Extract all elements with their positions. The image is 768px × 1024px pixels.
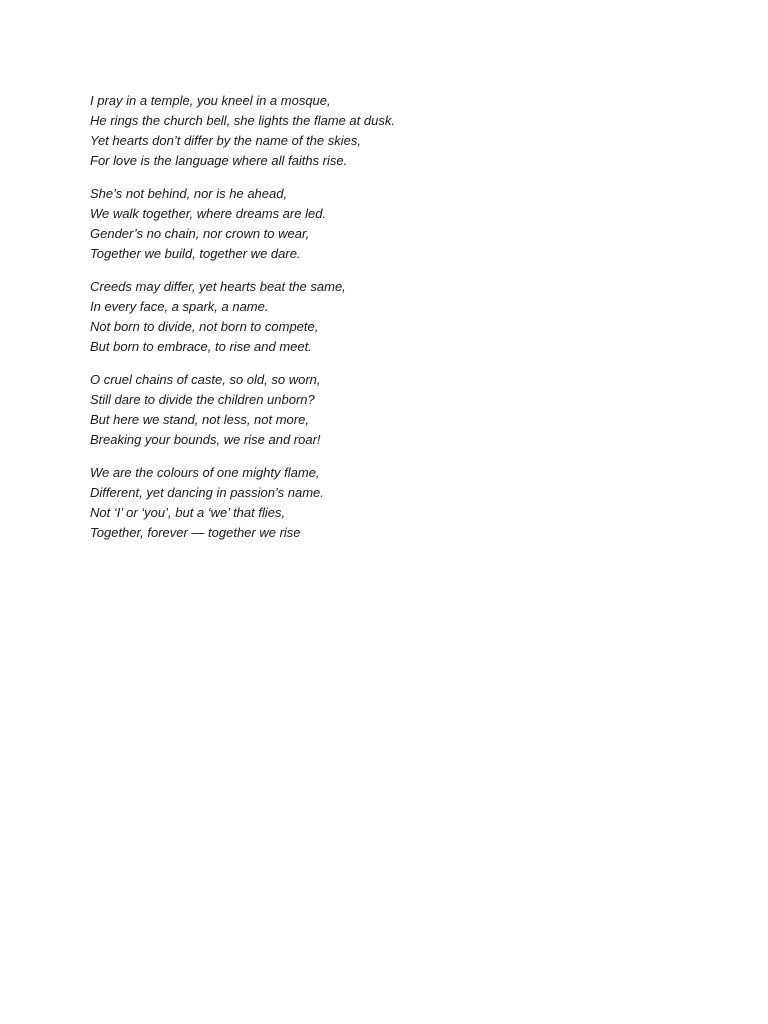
poem-line: We walk together, where dreams are led. <box>90 205 327 221</box>
poem-line: For love is the language where all faiths rise. <box>90 153 348 169</box>
poem-line: Yet hearts don’t differ by the name of the skies, <box>90 133 361 149</box>
poem-line: Still dare to divide the children unborn? <box>90 391 315 407</box>
poem-line: Not ‘I’ or ‘you’, but a ‘we’ that flies, <box>90 504 286 520</box>
stanza-1 <box>90 91 690 171</box>
stanza-2 <box>90 184 690 264</box>
poem-line: Not born to divide, not born to compete, <box>90 318 319 334</box>
poem-line: Creeds may differ, yet hearts beat the same, <box>90 278 346 294</box>
poem <box>90 91 690 555</box>
poem-line: We are the colours of one mighty flame, <box>90 464 320 480</box>
poem-line: But born to embrace, to rise and meet. <box>90 339 312 355</box>
poem-line: Gender’s no chain, nor crown to wear, <box>90 226 310 242</box>
stanza-4 <box>90 370 690 450</box>
poem-line: I pray in a temple, you kneel in a mosque, <box>90 93 331 108</box>
poem-line: O cruel chains of caste, so old, so worn, <box>90 371 321 387</box>
poem-line: Different, yet dancing in passion’s name. <box>90 484 324 500</box>
poem-line: Together, forever — together we rise <box>90 524 301 540</box>
poem-line: In every face, a spark, a name. <box>90 298 269 314</box>
poem-line: Together we build, together we dare. <box>90 246 301 262</box>
poem-line: Breaking your bounds, we rise and roar! <box>90 431 321 447</box>
stanza-3 <box>90 277 690 357</box>
stanza-5 <box>90 463 690 543</box>
poem-line: He rings the church bell, she lights the flame at dusk. <box>90 113 395 129</box>
poem-line: But here we stand, not less, not more, <box>90 411 309 427</box>
poem-line: She’s not behind, nor is he ahead, <box>90 185 288 201</box>
